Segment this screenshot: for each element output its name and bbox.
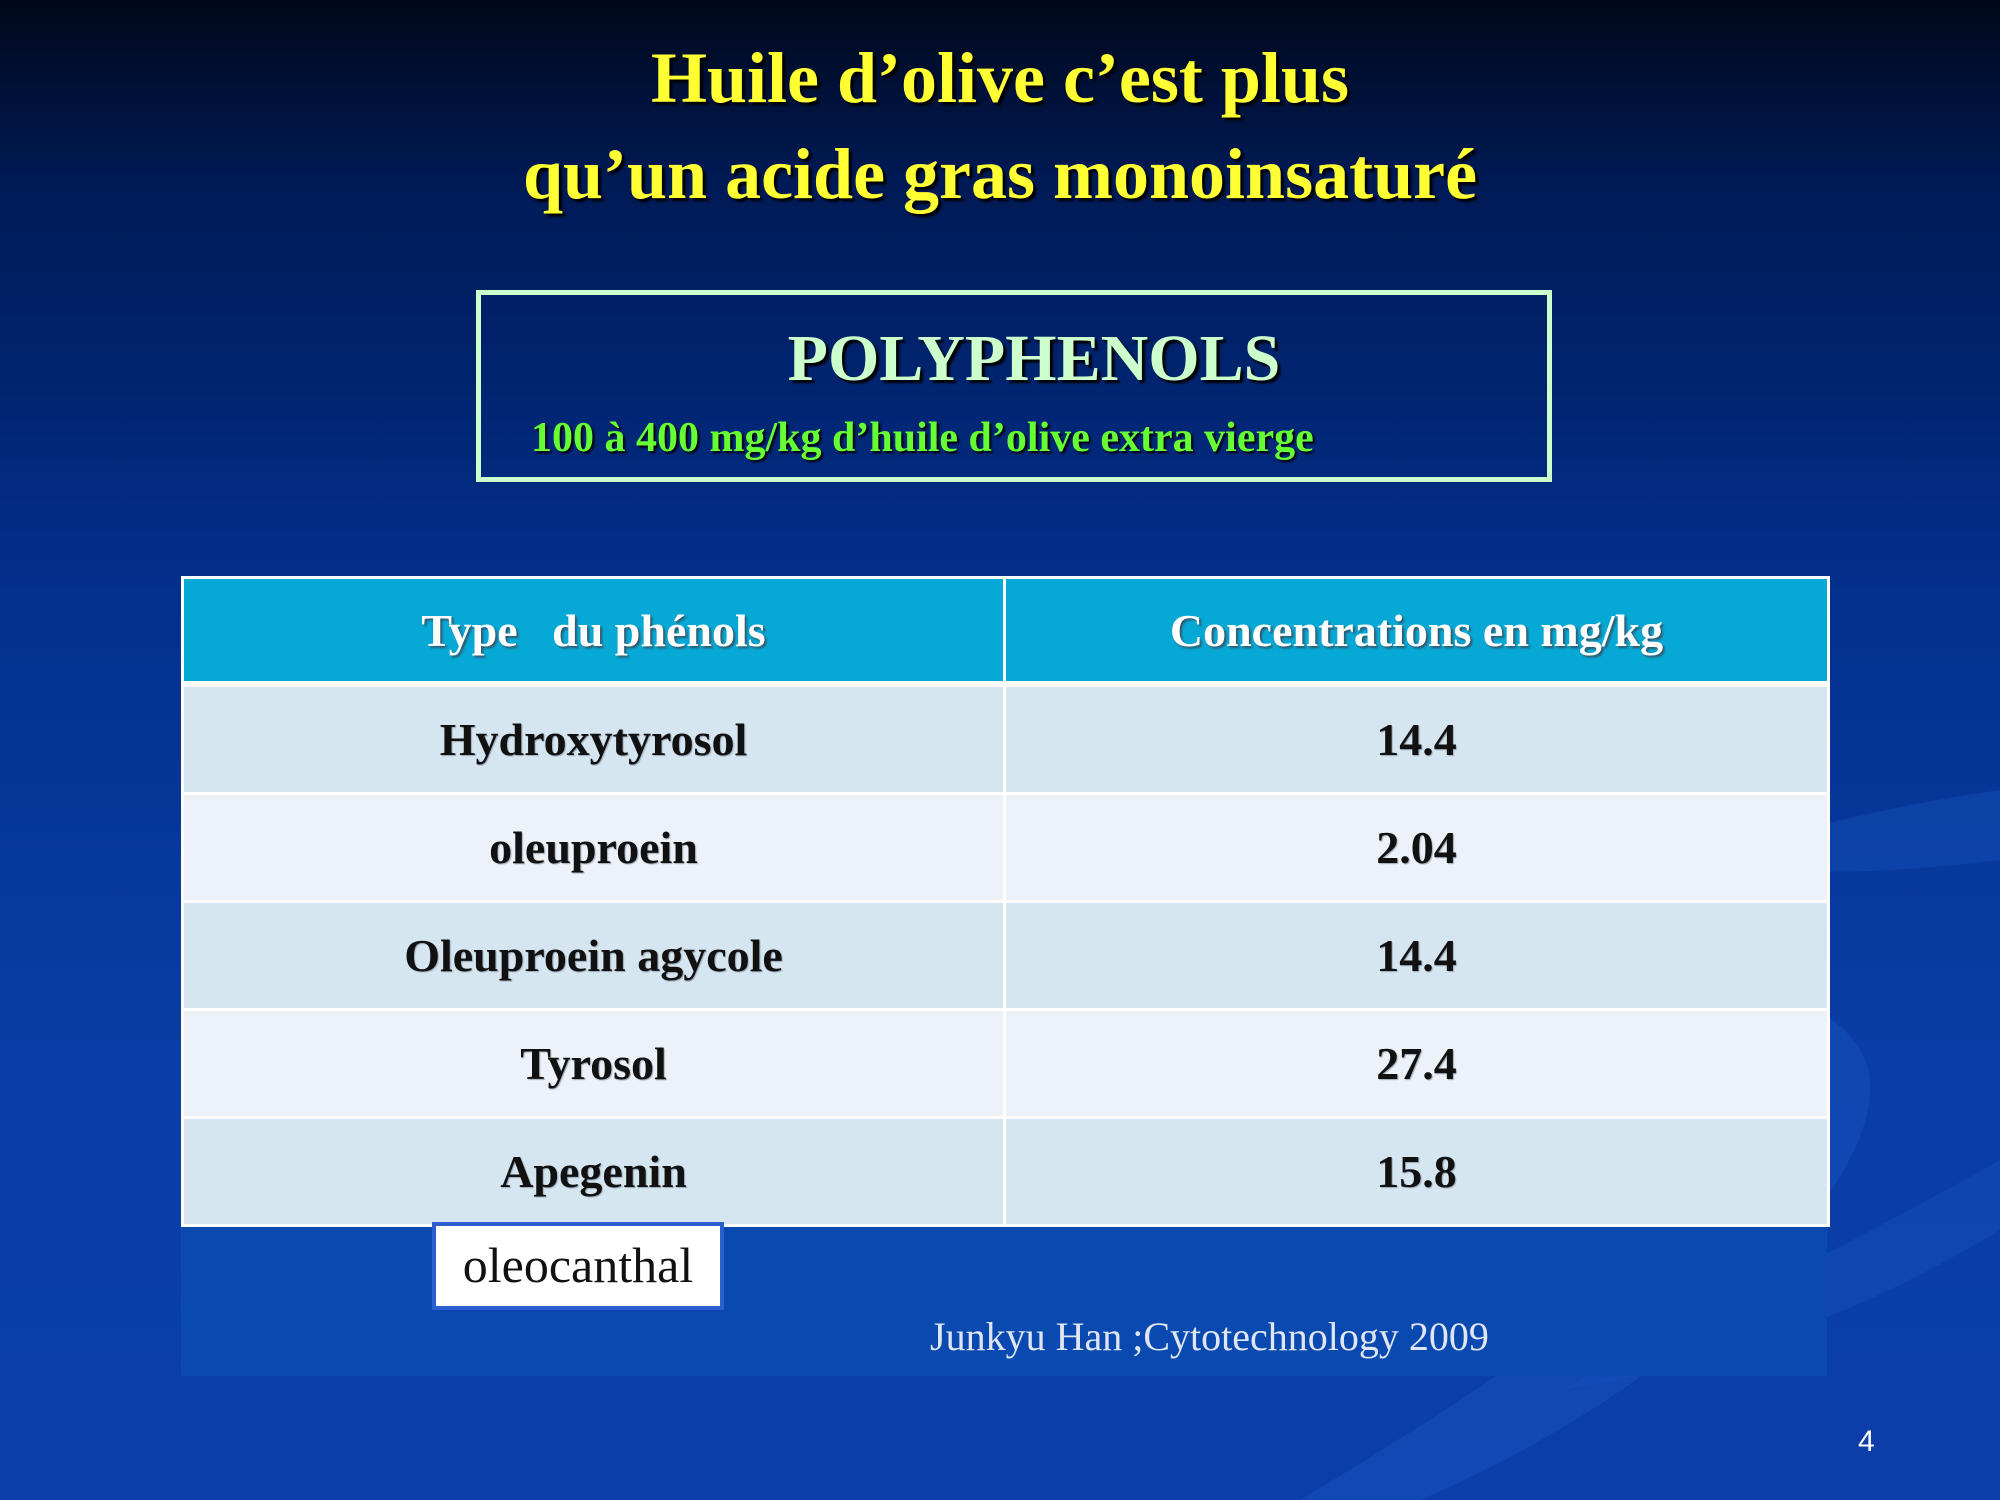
- table-row: [183, 794, 1829, 902]
- concentration-cell: 2.04: [1005, 794, 1829, 902]
- page-number: 4: [1858, 1425, 1875, 1458]
- header-phenol-type: Type du phénols: [183, 578, 1005, 685]
- slide-title-line-2: qu’un acide gras monoinsaturé: [522, 134, 1478, 214]
- concentration-cell: 15.8: [1005, 1118, 1829, 1226]
- phenol-name-cell: Apegenin: [183, 1118, 1005, 1226]
- concentration-cell: 27.4: [1005, 1010, 1829, 1118]
- oleocanthal-label: oleocanthal: [432, 1222, 724, 1310]
- polyphenols-subtitle: 100 à 400 mg/kg d’huile d’olive extra vierge: [531, 415, 1314, 461]
- phenols-table: [181, 576, 1830, 1227]
- header-concentration: Concentrations en mg/kg: [1005, 578, 1829, 685]
- table-row: [183, 1010, 1829, 1118]
- slide-title: [0, 30, 2000, 222]
- table-header-row: [183, 578, 1829, 685]
- table-row: [183, 684, 1829, 794]
- slide-title-line-1: Huile d’olive c’est plus: [651, 38, 1349, 118]
- citation: Junkyu Han ;Cytotechnology 2009: [930, 1314, 1489, 1359]
- polyphenols-title: POLYPHENOLS: [787, 322, 1281, 395]
- polyphenols-box: [476, 290, 1552, 482]
- concentration-cell: 14.4: [1005, 684, 1829, 794]
- phenols-table-container: [181, 576, 1827, 1227]
- table-row: [183, 902, 1829, 1010]
- phenol-name-cell: oleuproein: [183, 794, 1005, 902]
- table-row: [183, 1118, 1829, 1226]
- concentration-cell: 14.4: [1005, 902, 1829, 1010]
- phenol-name-cell: Tyrosol: [183, 1010, 1005, 1118]
- phenol-name-cell: Hydroxytyrosol: [183, 684, 1005, 794]
- phenol-name-cell: Oleuproein agycole: [183, 902, 1005, 1010]
